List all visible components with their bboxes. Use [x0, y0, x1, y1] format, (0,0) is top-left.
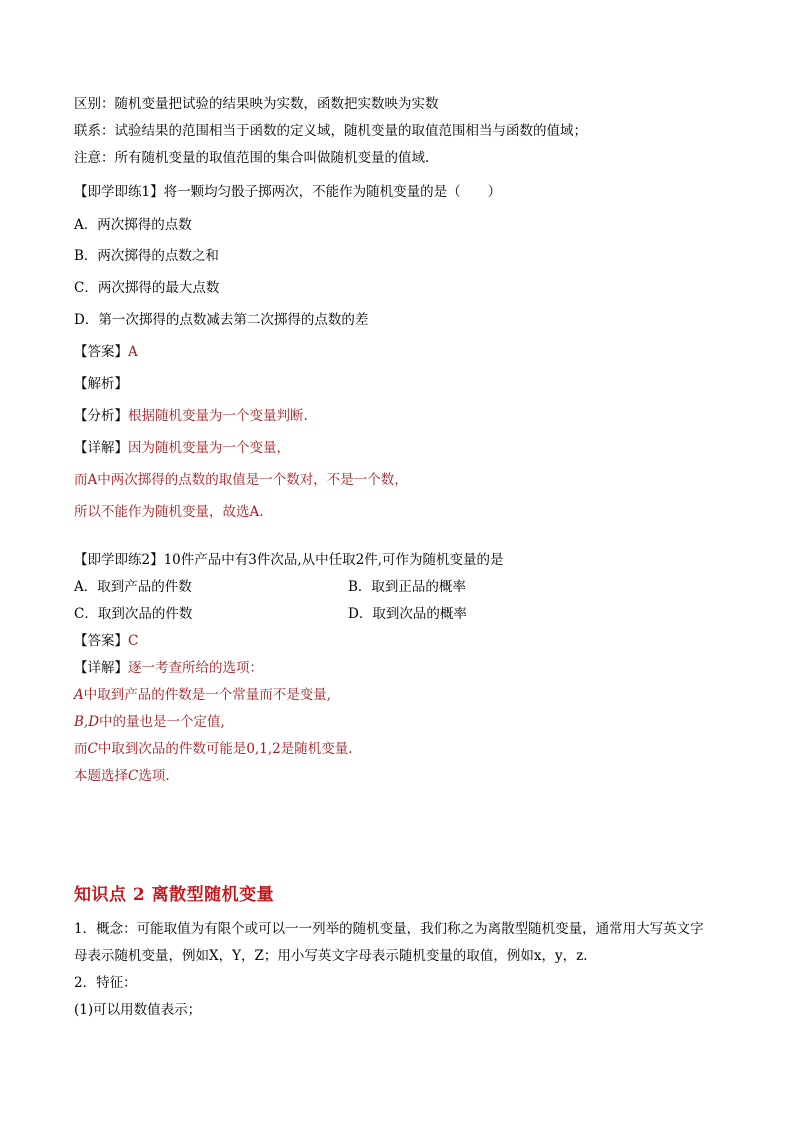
detail-pre: 本题选择	[74, 768, 128, 784]
exercise2-option-b: B．取到正品的概率	[348, 579, 466, 595]
detail-var: B,D	[74, 714, 100, 730]
exercise2-option-c: C．取到次品的件数	[74, 606, 193, 622]
section2-concept-1: 1．概念：可能取值为有限个或可以一一列举的随机变量，我们称之为离散型随机变量，通常用大写英文字	[74, 921, 704, 937]
exercise2-detail-1	[74, 685, 331, 705]
answer-tag: 【答案】	[74, 344, 128, 360]
detail-var: A	[74, 687, 84, 703]
exercise1-option-a: A．两次掷得的点数	[74, 217, 192, 233]
exercise2-question: 【即学即练2】10件产品中有3件次品,从中任取2件,可作为随机变量的是	[74, 552, 504, 568]
exercise1-fenxi-row	[74, 406, 308, 426]
exercise1-analysis-tag: 【解析】	[74, 376, 128, 392]
detail-tag: 【详解】	[74, 660, 128, 676]
intro-relation: 联系：试验结果的范围相当于函数的定义域，随机变量的取值范围相当与函数的值域；	[74, 123, 587, 139]
exercise1-detail-2: 而A中两次掷得的点数的取值是一个数对，不是一个数，	[74, 472, 408, 488]
detail-text: 中取到次品的件数可能是0,1,2是随机变量.	[97, 741, 353, 757]
detail-tag: 【详解】	[74, 440, 128, 456]
exercise1-option-c: C．两次掷得的最大点数	[74, 280, 220, 296]
detail-text-1: 因为随机变量为一个变量，	[128, 440, 290, 456]
exercise2-option-a: A．取到产品的件数	[74, 579, 192, 595]
exercise1-answer-row	[74, 342, 138, 362]
intro-difference: 区别：随机变量把试验的结果映为实数，函数把实数映为实数	[74, 96, 439, 112]
section-heading: 知识点 2 离散型随机变量	[74, 885, 275, 905]
detail-intro: 逐一考查所给的选项：	[128, 660, 263, 676]
detail-text: 选项.	[138, 768, 170, 784]
fenxi-tag: 【分析】	[74, 408, 128, 424]
exercise2-detail-3	[74, 739, 352, 759]
exercise1-question: 【即学即练1】将一颗均匀骰子掷两次，不能作为随机变量的是（ ）	[74, 184, 502, 200]
detail-text: 中取到产品的件数是一个常量而不是变量,	[83, 687, 332, 703]
detail-var: C	[128, 768, 139, 784]
exercise2-answer-row	[74, 631, 138, 651]
answer-value: C	[128, 633, 139, 649]
exercise1-option-d: D．第一次掷得的点数减去第二次掷得的点数的差	[74, 312, 369, 328]
section2-feature: 2．特征：	[74, 975, 137, 991]
exercise1-detail-row	[74, 438, 290, 458]
exercise1-option-b: B．两次掷得的点数之和	[74, 248, 219, 264]
detail-pre: 而	[74, 741, 88, 757]
fenxi-text: 根据随机变量为一个变量判断.	[128, 408, 308, 424]
section2-feature-1: (1)可以用数值表示；	[74, 1002, 202, 1018]
detail-var: C	[87, 741, 98, 757]
exercise2-option-d: D．取到次品的概率	[348, 606, 467, 622]
answer-value: A	[128, 344, 138, 360]
exercise2-detail-row	[74, 658, 263, 678]
exercise2-detail-2	[74, 712, 225, 732]
detail-text: 中的量也是一个定值,	[99, 714, 225, 730]
section2-concept-2: 母表示随机变量，例如X，Y，Z；用小写英文字母表示随机变量的取值，例如x，y，z.	[74, 948, 588, 964]
exercise2-detail-4	[74, 766, 170, 786]
exercise1-detail-3: 所以不能作为随机变量，故选A.	[74, 504, 264, 520]
answer-tag: 【答案】	[74, 633, 128, 649]
intro-note: 注意：所有随机变量的取值范围的集合叫做随机变量的值域.	[74, 150, 430, 166]
